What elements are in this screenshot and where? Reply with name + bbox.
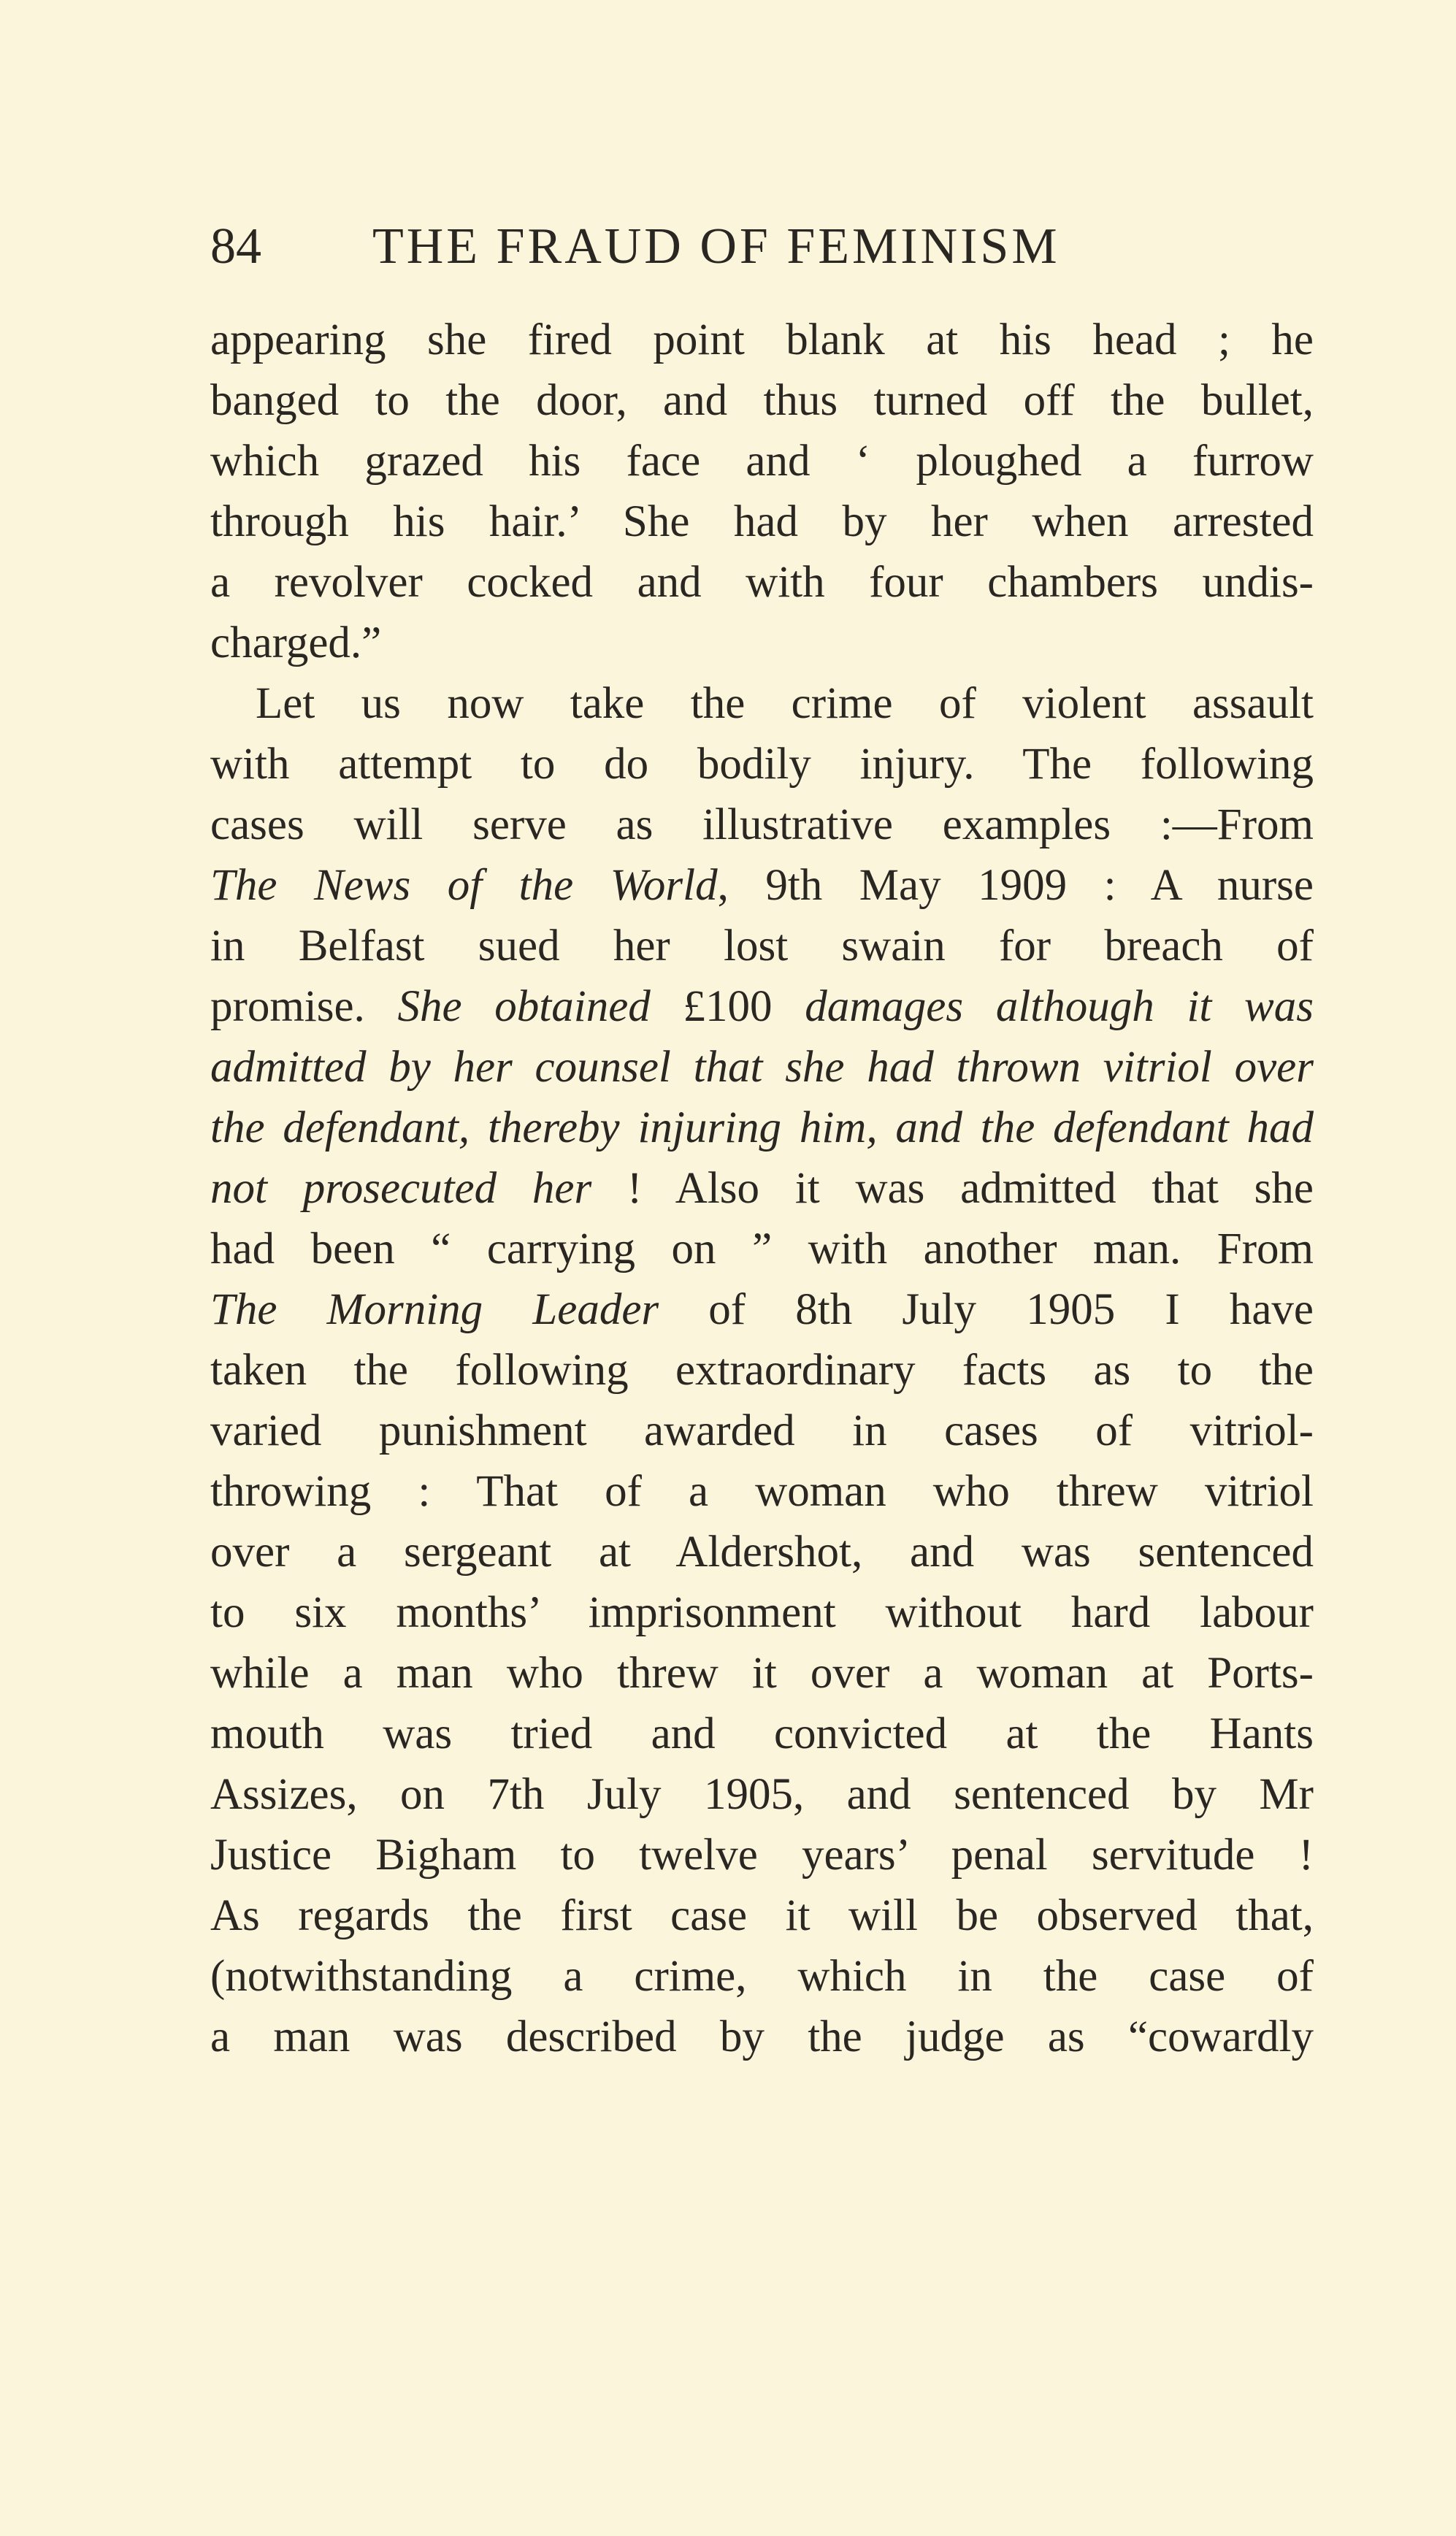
text-line: not prosecuted her ! Also it was admitted that she [210,1164,1314,1213]
body-text [210,310,1314,2067]
text-line: cases will serve as illustrative examples :—From [210,800,1314,849]
text-line: over a sergeant at Aldershot, and was sentenced [210,1528,1314,1577]
text-line: to six months’ imprisonment without hard labour [210,1588,1314,1637]
page-number: 84 [210,218,261,275]
running-head [210,210,1152,283]
text-line: appearing she fired point blank at his head ; he [210,315,1314,364]
text-line: in Belfast sued her lost swain for breach of [210,922,1314,970]
text-line: throwing : That of a woman who threw vitriol [210,1467,1314,1516]
text-line: had been “ carrying on ” with another man. From [210,1225,1314,1273]
text-line: charged.” [210,618,382,667]
text-line: while a man who threw it over a woman at Ports- [210,1649,1314,1698]
text-line: promise. She obtained £100 damages although it was [210,982,1314,1031]
text-line: Assizes, on 7th July 1905, and sentenced by Mr [210,1770,1314,1819]
text-line: with attempt to do bodily injury. The following [210,740,1314,789]
text-line: which grazed his face and ‘ ploughed a furrow [210,437,1314,486]
text-line: As regards the first case it will be observed that, [210,1891,1314,1940]
text-line: (notwithstanding a crime, which in the case of [210,1952,1314,2001]
text-line: mouth was tried and convicted at the Hants [210,1709,1314,1758]
text-line: taken the following extraordinary facts as to the [210,1346,1314,1395]
text-line: admitted by her counsel that she had thrown vitriol over [210,1043,1314,1092]
text-line: Justice Bigham to twelve years’ penal servitude ! [210,1831,1314,1880]
text-line: through his hair.’ She had by her when arrested [210,497,1314,546]
text-line: the defendant, thereby injuring him, and the defendant had [210,1103,1314,1152]
text-line: The News of the World, 9th May 1909 : A nurse [210,861,1314,910]
text-line: Let us now take the crime of violent assault [256,679,1314,728]
text-line: a man was described by the judge as “cowardly [210,2012,1314,2061]
text-line: varied punishment awarded in cases of vitriol- [210,1406,1314,1455]
running-title: THE FRAUD OF FEMINISM [372,218,1060,275]
text-line: a revolver cocked and with four chambers undis- [210,558,1314,607]
text-line: The Morning Leader of 8th July 1905 I have [210,1285,1314,1334]
text-line: banged to the door, and thus turned off the bullet, [210,376,1314,425]
